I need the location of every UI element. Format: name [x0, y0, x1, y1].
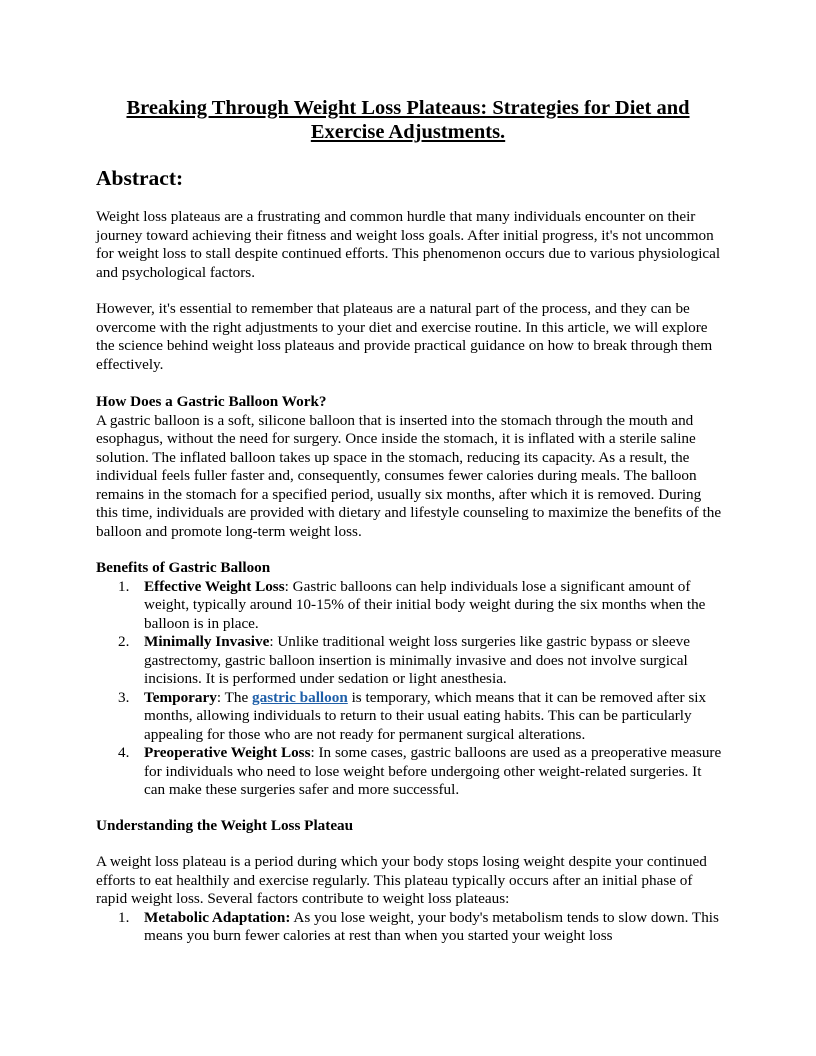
benefits-section	[96, 559, 724, 800]
benefits-list	[96, 578, 724, 800]
list-item	[96, 578, 724, 634]
abstract-paragraph-2: However, it's essential to remember that plateaus are a natural part of the process, and they can be overcome with the right adjustments to your diet and exercise routine. In this article, we will explore the science behind weight loss plateaus and provide practical guidance on how to break through them effectively.	[96, 300, 713, 373]
title-line-2: Exercise Adjustments.	[310, 121, 506, 143]
plateau-section	[96, 853, 724, 946]
how-heading: How Does a Gastric Balloon Work?	[96, 393, 327, 410]
list-number: 3.	[118, 688, 130, 706]
list-number: 1.	[118, 577, 130, 595]
gastric-balloon-link[interactable]: gastric balloon	[252, 688, 348, 706]
benefit-term: Minimally Invasive	[144, 633, 270, 650]
benefit-text-pre: : The	[216, 688, 252, 706]
benefits-heading: Benefits of Gastric Balloon	[96, 559, 271, 576]
list-item	[96, 744, 724, 800]
gastric-balloon-section	[96, 393, 724, 541]
benefit-term: Preoperative Weight Loss	[144, 744, 311, 761]
plateau-heading: Understanding the Weight Loss Plateau	[96, 817, 354, 834]
list-number: 2.	[118, 633, 130, 650]
list-number: 1.	[118, 908, 130, 926]
benefit-term: Temporary	[144, 688, 217, 706]
benefit-term: Effective Weight Loss	[144, 577, 285, 595]
plateau-paragraph: A weight loss plateau is a period during which your body stops losing weight despite your continued efforts to eat healthily and exercise regularly. This plateau typically occurs after an initial phase of rapid weight loss. Several factors contribute to weight loss plateaus:	[96, 853, 707, 907]
title-line-1: Breaking Through Weight Loss Plateaus: Strategies for Diet and	[126, 97, 690, 119]
list-number: 4.	[118, 744, 130, 761]
factor-term: Metabolic Adaptation:	[144, 908, 291, 926]
abstract-paragraph-1: Weight loss plateaus are a frustrating and common hurdle that many individuals encounter on their journey toward achieving their fitness and weight loss goals. After initial progress, it's not uncommon for weight loss to stall despite continued efforts. This phenomenon occurs due to various physiological and psychological factors.	[96, 208, 721, 281]
list-item	[96, 689, 724, 745]
document-title	[96, 96, 720, 144]
factors-list	[96, 909, 724, 946]
benefit-text: : Unlike traditional weight loss surgeries like gastric bypass or sleeve gastrectomy, gastric balloon insertion is minimally invasive and does not involve surgical incisions. It is performed under sedation or light anesthesia.	[144, 633, 690, 687]
benefit-text: : In some cases, gastric balloons are used as a preoperative measure for individuals who need to lose weight before undergoing other weight-related surgeries. It can make these surgeries safer and more successful.	[144, 744, 722, 798]
abstract-heading: Abstract:	[96, 166, 184, 190]
list-item	[96, 633, 724, 689]
how-paragraph: A gastric balloon is a soft, silicone balloon that is inserted into the stomach through the mouth and esophagus, without the need for surgery. Once inside the stomach, it is inflated with a sterile saline solution. The inflated balloon takes up space in the stomach, reducing its capacity. As a result, the individual feels fuller faster and, consequently, consumes fewer calories during meals. The balloon remains in the stomach for a specified period, usually six months, after which it is removed. During this time, individuals are provided with dietary and lifestyle counseling to maximize the benefits of the balloon and promote long-term weight loss.	[96, 411, 722, 540]
benefit-text: is temporary, which means that it can be removed after six months, allowing individuals to return to their usual eating habits. This can be particularly appealing for those who are not ready for permanent surgical alterations.	[144, 688, 707, 743]
list-item	[96, 909, 724, 946]
factor-text: As you lose weight, your body's metabolism tends to slow down. This means you burn fewer calories at rest than when you started your weight loss	[144, 908, 719, 944]
benefit-text: : Gastric balloons can help individuals lose a significant amount of weight, typically around 10-15% of their initial body weight during the six months when the balloon is in place.	[144, 577, 706, 632]
